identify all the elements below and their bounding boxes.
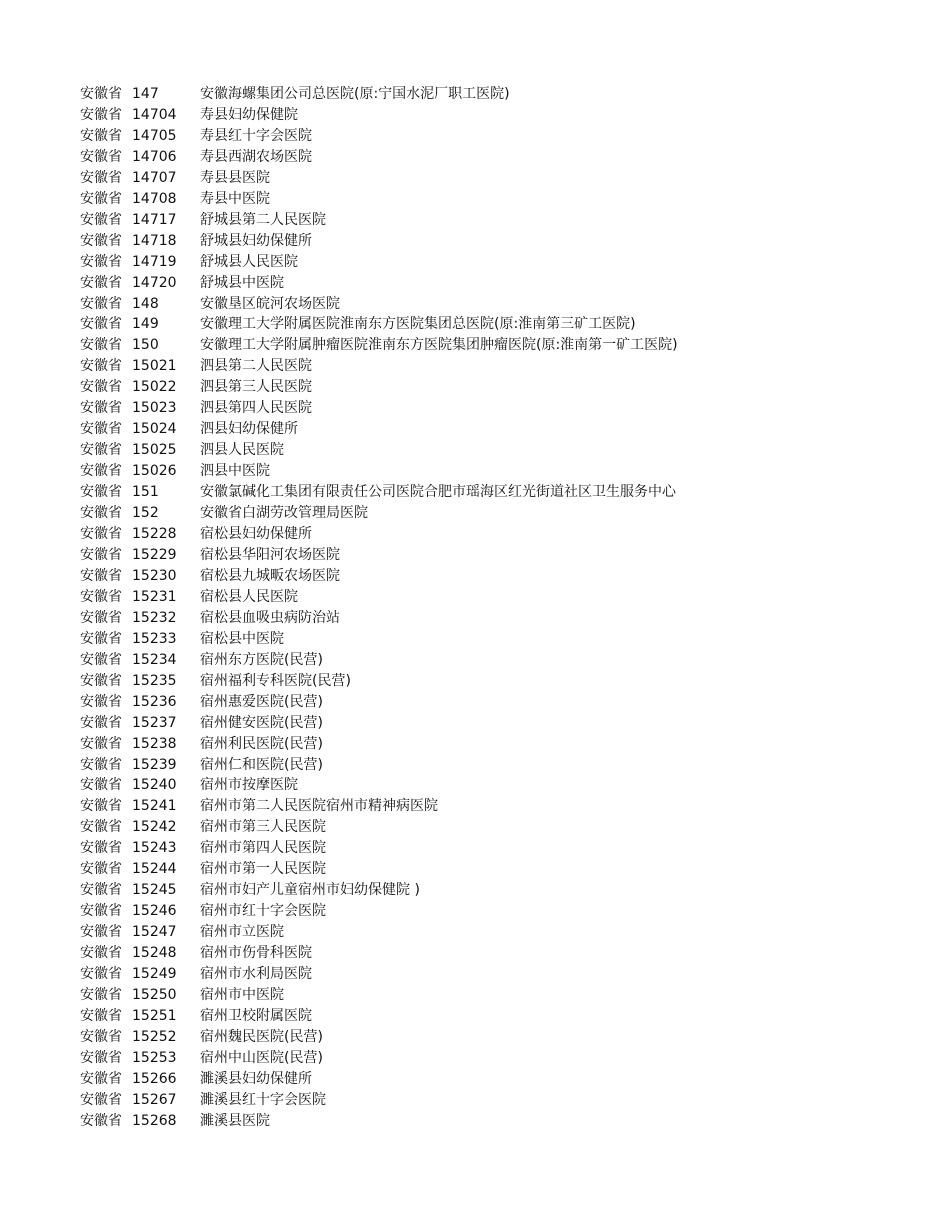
code-cell: 15243 [132, 840, 177, 857]
list-item [80, 168, 900, 189]
list-item [80, 755, 900, 776]
code-cell: 15024 [132, 421, 177, 438]
list-item [80, 273, 900, 294]
hospital-name-cell: 安徽省白湖劳改管理局医院 [200, 505, 368, 522]
province-cell: 安徽省 [80, 756, 122, 773]
province-cell: 安徽省 [80, 588, 122, 605]
list-item [80, 901, 900, 922]
province-cell: 安徽省 [80, 630, 122, 647]
code-cell: 15241 [132, 798, 177, 815]
list-item [80, 943, 900, 964]
code-cell: 15246 [132, 903, 177, 920]
code-cell: 15248 [132, 945, 177, 962]
province-cell: 安徽省 [80, 295, 122, 312]
code-cell: 15245 [132, 882, 177, 899]
code-cell: 14704 [132, 106, 177, 123]
hospital-name-cell: 宿州市水利局医院 [200, 966, 312, 983]
code-cell: 15234 [132, 651, 177, 668]
list-item [80, 461, 900, 482]
list-item [80, 566, 900, 587]
hospital-name-cell: 泗县中医院 [200, 463, 270, 480]
province-cell: 安徽省 [80, 316, 122, 333]
hospital-name-cell: 舒城县中医院 [200, 274, 284, 291]
code-cell: 15251 [132, 1007, 177, 1024]
list-item [80, 503, 900, 524]
hospital-name-cell: 宿州市第二人民医院宿州市精神病医院 [200, 798, 438, 815]
hospital-name-cell: 宿州惠爱医院(民营) [200, 693, 323, 710]
code-cell: 14718 [132, 232, 177, 249]
hospital-name-cell: 寿县妇幼保健院 [200, 106, 298, 123]
hospital-name-cell: 宿松县九城畈农场医院 [200, 567, 340, 584]
code-cell: 15266 [132, 1070, 177, 1087]
hospital-name-cell: 寿县县医院 [200, 169, 270, 186]
list-item [80, 1006, 900, 1027]
province-cell: 安徽省 [80, 337, 122, 354]
code-cell: 14708 [132, 190, 177, 207]
code-cell: 15268 [132, 1112, 177, 1129]
list-item [80, 524, 900, 545]
province-cell: 安徽省 [80, 651, 122, 668]
list-item [80, 964, 900, 985]
list-item [80, 294, 900, 315]
hospital-name-cell: 宿松县中医院 [200, 630, 284, 647]
province-cell: 安徽省 [80, 714, 122, 731]
list-item [80, 126, 900, 147]
code-cell: 152 [132, 505, 159, 522]
hospital-name-cell: 宿州卫校附属医院 [200, 1007, 312, 1024]
province-cell: 安徽省 [80, 421, 122, 438]
province-cell: 安徽省 [80, 442, 122, 459]
hospital-name-cell: 安徽理工大学附属肿瘤医院淮南东方医院集团肿瘤医院(原:淮南第一矿工医院) [200, 337, 678, 354]
province-cell: 安徽省 [80, 400, 122, 417]
hospital-name-cell: 安徽垦区皖河农场医院 [200, 295, 340, 312]
list-item [80, 796, 900, 817]
code-cell: 15235 [132, 672, 177, 689]
list-item [80, 147, 900, 168]
province-cell: 安徽省 [80, 819, 122, 836]
hospital-name-cell: 濉溪县红十字会医院 [200, 1091, 326, 1108]
list-item [80, 398, 900, 419]
province-cell: 安徽省 [80, 609, 122, 626]
hospital-name-cell: 寿县红十字会医院 [200, 127, 312, 144]
province-cell: 安徽省 [80, 86, 122, 102]
hospital-name-cell: 宿州魏民医院(民营) [200, 1028, 323, 1045]
list-item [80, 817, 900, 838]
province-cell: 安徽省 [80, 463, 122, 480]
code-cell: 15247 [132, 924, 177, 941]
hospital-name-cell: 宿州市红十字会医院 [200, 903, 326, 920]
hospital-name-cell: 宿州市按摩医院 [200, 777, 298, 794]
code-cell: 15239 [132, 756, 177, 773]
code-cell: 149 [132, 316, 159, 333]
province-cell: 安徽省 [80, 148, 122, 165]
code-cell: 15026 [132, 463, 177, 480]
hospital-name-cell: 濉溪县医院 [200, 1112, 270, 1129]
list-item [80, 671, 900, 692]
province-cell: 安徽省 [80, 274, 122, 291]
code-cell: 15253 [132, 1049, 177, 1066]
province-cell: 安徽省 [80, 1007, 122, 1024]
hospital-name-cell: 泗县妇幼保健所 [200, 421, 298, 438]
province-cell: 安徽省 [80, 924, 122, 941]
province-cell: 安徽省 [80, 190, 122, 207]
province-cell: 安徽省 [80, 1070, 122, 1087]
list-item [80, 587, 900, 608]
hospital-name-cell: 安徽理工大学附属医院淮南东方医院集团总医院(原:淮南第三矿工医院) [200, 316, 636, 333]
list-item [80, 482, 900, 503]
code-cell: 15022 [132, 379, 177, 396]
code-cell: 14706 [132, 148, 177, 165]
hospital-name-cell: 宿州仁和医院(民营) [200, 756, 323, 773]
code-cell: 15232 [132, 609, 177, 626]
code-cell: 14720 [132, 274, 177, 291]
code-cell: 15240 [132, 777, 177, 794]
province-cell: 安徽省 [80, 526, 122, 543]
province-cell: 安徽省 [80, 1112, 122, 1129]
province-cell: 安徽省 [80, 505, 122, 522]
hospital-name-cell: 宿松县人民医院 [200, 588, 298, 605]
list-item [80, 356, 900, 377]
code-cell: 15231 [132, 588, 177, 605]
code-cell: 15252 [132, 1028, 177, 1045]
hospital-name-cell: 舒城县妇幼保健所 [200, 232, 312, 249]
hospital-name-cell: 安徽氯碱化工集团有限责任公司医院合肥市瑶海区红光街道社区卫生服务中心 [200, 484, 676, 501]
list-item [80, 545, 900, 566]
hospital-name-cell: 安徽海螺集团公司总医院(原:宁国水泥厂职工医院) [200, 86, 510, 102]
province-cell: 安徽省 [80, 106, 122, 123]
province-cell: 安徽省 [80, 169, 122, 186]
province-cell: 安徽省 [80, 777, 122, 794]
province-cell: 安徽省 [80, 861, 122, 878]
list-item [80, 838, 900, 859]
hospital-name-cell: 舒城县人民医院 [200, 253, 298, 270]
hospital-name-cell: 泗县人民医院 [200, 442, 284, 459]
code-cell: 15242 [132, 819, 177, 836]
province-cell: 安徽省 [80, 945, 122, 962]
code-cell: 15238 [132, 735, 177, 752]
province-cell: 安徽省 [80, 882, 122, 899]
code-cell: 15233 [132, 630, 177, 647]
code-cell: 15237 [132, 714, 177, 731]
code-cell: 15229 [132, 546, 177, 563]
list-item [80, 1027, 900, 1048]
province-cell: 安徽省 [80, 672, 122, 689]
list-item [80, 713, 900, 734]
hospital-name-cell: 宿州福利专科医院(民营) [200, 672, 351, 689]
list-item [80, 189, 900, 210]
code-cell: 148 [132, 295, 159, 312]
province-cell: 安徽省 [80, 840, 122, 857]
province-cell: 安徽省 [80, 484, 122, 501]
list-item [80, 608, 900, 629]
province-cell: 安徽省 [80, 966, 122, 983]
hospital-name-cell: 泗县第四人民医院 [200, 400, 312, 417]
list-item [80, 440, 900, 461]
province-cell: 安徽省 [80, 546, 122, 563]
code-cell: 14719 [132, 253, 177, 270]
province-cell: 安徽省 [80, 358, 122, 375]
list-item [80, 377, 900, 398]
code-cell: 15230 [132, 567, 177, 584]
province-cell: 安徽省 [80, 1028, 122, 1045]
list-item [80, 1111, 900, 1132]
hospital-name-cell: 宿州利民医院(民营) [200, 735, 323, 752]
province-cell: 安徽省 [80, 1091, 122, 1108]
hospital-name-cell: 舒城县第二人民医院 [200, 211, 326, 228]
code-cell: 14705 [132, 127, 177, 144]
hospital-name-cell: 寿县中医院 [200, 190, 270, 207]
province-cell: 安徽省 [80, 211, 122, 228]
code-cell: 15236 [132, 693, 177, 710]
list-item [80, 880, 900, 901]
province-cell: 安徽省 [80, 567, 122, 584]
list-item [80, 650, 900, 671]
code-cell: 15249 [132, 966, 177, 983]
list-item [80, 210, 900, 231]
code-cell: 15025 [132, 442, 177, 459]
code-cell: 151 [132, 484, 159, 501]
code-cell: 15228 [132, 526, 177, 543]
hospital-name-cell: 宿州市妇产儿童宿州市妇幼保健院 ) [200, 882, 420, 899]
list-item [80, 84, 900, 105]
list-item [80, 985, 900, 1006]
province-cell: 安徽省 [80, 1049, 122, 1066]
hospital-name-cell: 宿州市第三人民医院 [200, 819, 326, 836]
hospital-list [80, 84, 900, 1132]
province-cell: 安徽省 [80, 232, 122, 249]
province-cell: 安徽省 [80, 986, 122, 1003]
code-cell: 15023 [132, 400, 177, 417]
code-cell: 14707 [132, 169, 177, 186]
province-cell: 安徽省 [80, 693, 122, 710]
list-item [80, 922, 900, 943]
province-cell: 安徽省 [80, 798, 122, 815]
hospital-name-cell: 宿州市第一人民医院 [200, 861, 326, 878]
list-item [80, 629, 900, 650]
list-item [80, 335, 900, 356]
list-item [80, 314, 900, 335]
hospital-name-cell: 宿州健安医院(民营) [200, 714, 323, 731]
hospital-name-cell: 宿州市立医院 [200, 924, 284, 941]
hospital-name-cell: 濉溪县妇幼保健所 [200, 1070, 312, 1087]
hospital-name-cell: 宿州东方医院(民营) [200, 651, 323, 668]
hospital-name-cell: 宿州中山医院(民营) [200, 1049, 323, 1066]
hospital-name-cell: 宿松县妇幼保健所 [200, 526, 312, 543]
list-item [80, 1090, 900, 1111]
list-item [80, 1069, 900, 1090]
code-cell: 14717 [132, 211, 177, 228]
list-item [80, 419, 900, 440]
hospital-name-cell: 泗县第三人民医院 [200, 379, 312, 396]
hospital-name-cell: 宿州市第四人民医院 [200, 840, 326, 857]
code-cell: 147 [132, 86, 159, 102]
list-item [80, 252, 900, 273]
province-cell: 安徽省 [80, 127, 122, 144]
hospital-name-cell: 寿县西湖农场医院 [200, 148, 312, 165]
code-cell: 15267 [132, 1091, 177, 1108]
hospital-name-cell: 宿州市中医院 [200, 986, 284, 1003]
province-cell: 安徽省 [80, 735, 122, 752]
list-item [80, 692, 900, 713]
hospital-name-cell: 宿松县血吸虫病防治站 [200, 609, 340, 626]
code-cell: 150 [132, 337, 159, 354]
list-item [80, 1048, 900, 1069]
hospital-name-cell: 宿松县华阳河农场医院 [200, 546, 340, 563]
list-item [80, 775, 900, 796]
province-cell: 安徽省 [80, 379, 122, 396]
list-item [80, 734, 900, 755]
list-item [80, 231, 900, 252]
code-cell: 15250 [132, 986, 177, 1003]
province-cell: 安徽省 [80, 903, 122, 920]
list-item [80, 859, 900, 880]
hospital-name-cell: 泗县第二人民医院 [200, 358, 312, 375]
province-cell: 安徽省 [80, 253, 122, 270]
code-cell: 15021 [132, 358, 177, 375]
list-item [80, 105, 900, 126]
code-cell: 15244 [132, 861, 177, 878]
hospital-name-cell: 宿州市伤骨科医院 [200, 945, 312, 962]
